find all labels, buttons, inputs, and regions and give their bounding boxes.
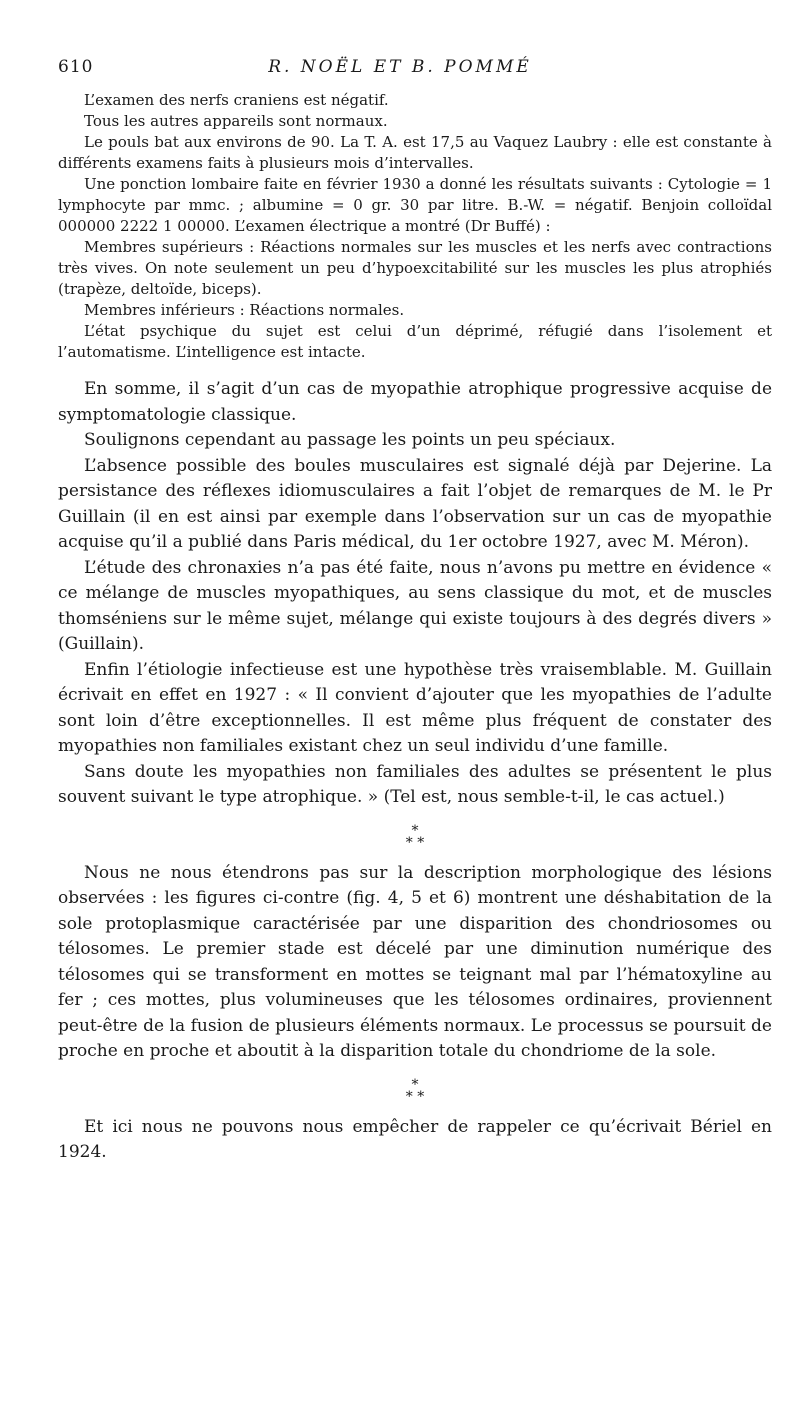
closing-paragraph: Et ici nous ne pouvons nous empêcher de rappeler ce qu’écrivait Bériel en 1924. [58,1116,772,1162]
separator-star-top: * [411,822,419,839]
page-header [58,56,742,78]
case-paragraph-1: L’examen des nerfs craniens est négatif. [84,91,389,109]
discussion-paragraph-5: Enfin l’étiologie infectieuse est une hypothèse très vraisemblable. M. Guillain écrivait en effet en 1927 : « Il convient d’ajouter que les myopathies de l’adulte sont loin d’être exceptionnelles. Il est même plus fréquent de constater des myopathies non familiales existant chez un seul individu d’une famille. [58,659,772,756]
body-text [58,90,772,1166]
separator-star-top: * [411,1076,419,1093]
morphology-paragraph: Nous ne nous étendrons pas sur la description morphologique des lésions observées : les figures ci-contre (fig. 4, 5 et 6) montrent une déshabitation de la sole protoplasmique caractérisée par une disparition des chondriosomes ou télosomes. Le premier stade est décelé par une diminution numérique des télosomes qui se transforment en mottes se teignant mal par l’hématoxyline au fer ; ces mottes, plus volumineuses que les télosomes ordinaires, proviennent peut-être de la fusion de plusieurs éléments normaux. Le processus se poursuit de proche en proche et aboutit à la disparition totale du chondriome de la sole. [58,862,772,1061]
discussion-paragraph-1: En somme, il s’agit d’un cas de myopathie atrophique progressive acquise de symptomatologie classique. [58,379,772,425]
discussion-paragraph-2: Soulignons cependant au passage les points un peu spéciaux. [84,430,616,450]
discussion-paragraph-6: Sans doute les myopathies non familiales des adultes se présentent le plus souvent suivant le type atrophique. » (Tel est, nous semble-t-il, le cas actuel.) [58,761,772,807]
separator-star-bottom: * * [405,1088,425,1105]
case-paragraph-5: Membres supérieurs : Réactions normales sur les muscles et les nerfs avec contractions très vives. On note seulement un peu d’hypoexcitabilité sur les muscles les plus atrophiés (trapèze, deltoïde, biceps). [58,238,772,298]
page-number: 610 [58,57,94,77]
separator-star-bottom: * * [405,834,425,851]
section-gap [58,363,772,377]
case-paragraph-3: Le pouls bat aux environs de 90. La T. A. est 17,5 au Vaquez Laubry : elle est constante à différents examens faits à plusieurs mois d’intervalles. [58,133,772,172]
case-paragraph-6: Membres inférieurs : Réactions normales. [84,301,405,319]
running-title: R. NOËL ET B. POMMÉ [268,57,532,77]
section-separator-2 [58,1076,772,1105]
section-separator-1 [58,822,772,851]
case-paragraph-4: Une ponction lombaire faite en février 1930 a donné les résultats suivants : Cytologie = 1 lymphocyte par mmc. ; albumine = 0 gr. 30 par litre. B.-W. = négatif. Benjoin colloïdal 000000 2222 1 00000. L’examen électrique a montré (Dr Buffé) : [58,175,772,235]
discussion-paragraph-4: L’étude des chronaxies n’a pas été faite, nous n’avons pu mettre en évidence « ce mélange de muscles myopathiques, au sens classique du mot, et de muscles thomséniens sur le même sujet, mélange qui existe toujours à des degrés divers » (Guillain). [58,557,772,654]
discussion-paragraph-3: L’absence possible des boules musculaires est signalé déjà par Dejerine. La persistance des réflexes idiomusculaires a fait l’objet de remarques de M. le Pr Guillain (il en est ainsi par exemple dans l’observation sur un cas de myopathie acquise qu’il a publié dans Paris médical, du 1er octobre 1927, avec M. Méron). [58,455,772,552]
case-paragraph-7: L’état psychique du sujet est celui d’un déprimé, réfugié dans l’isolement et l’automatisme. L’intelligence est intacte. [58,322,772,361]
case-paragraph-2: Tous les autres appareils sont normaux. [84,112,388,130]
